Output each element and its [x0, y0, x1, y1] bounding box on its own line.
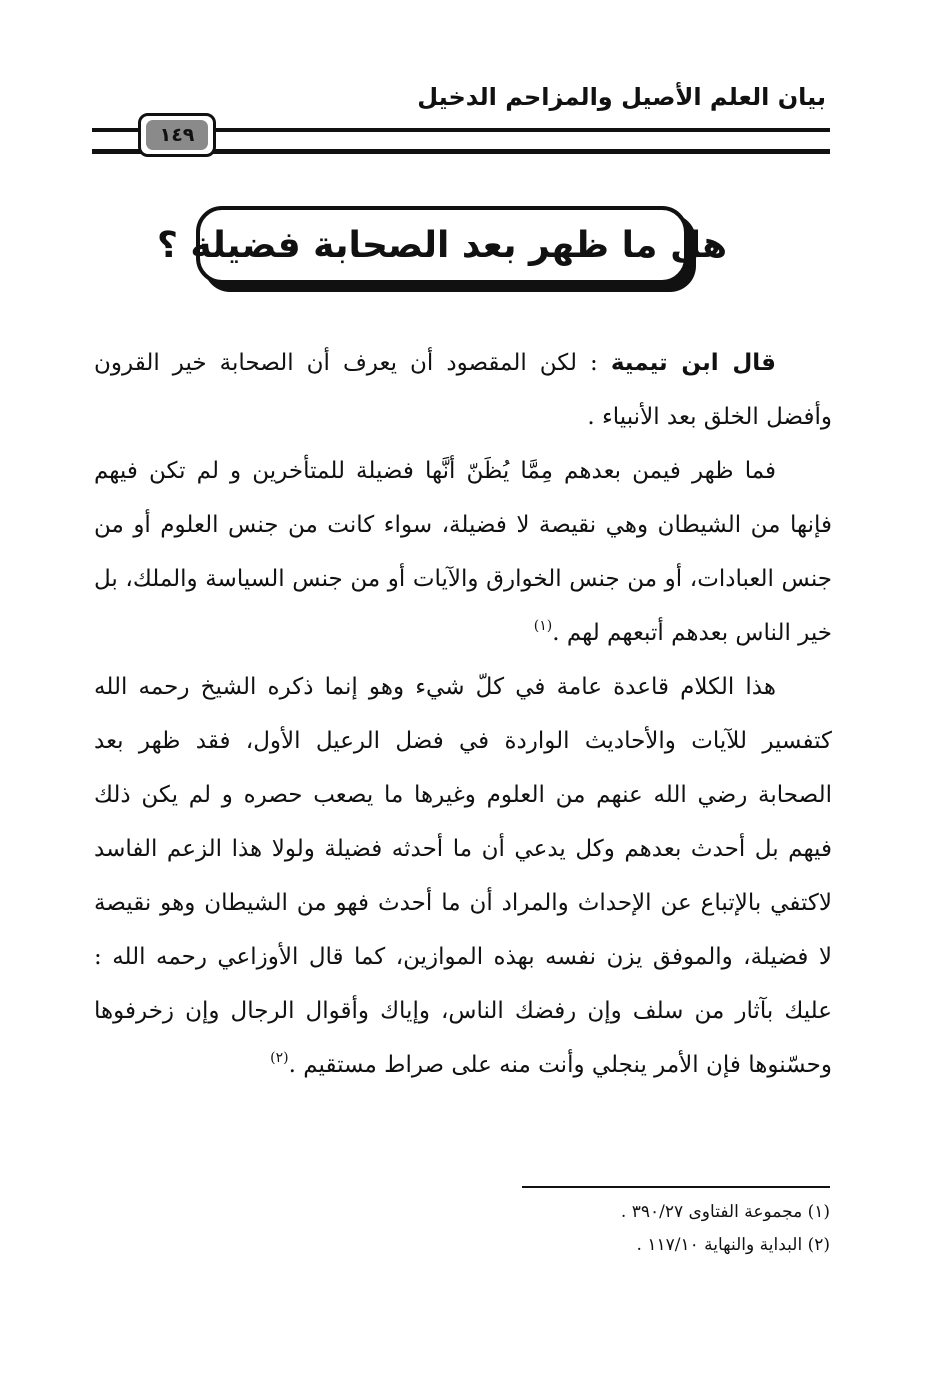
- chapter-title: هل ما ظهر بعد الصحابة فضيلة ؟: [156, 224, 728, 266]
- paragraph-3-text: هذا الكلام قاعدة عامة في كلّ شيء وهو إنما ذكره الشيخ رحمه الله كتفسير للآيات والأحاديث الواردة في فضل الرعيل الأول، فقد ظهر بعد الصحابة رضي الله عنهم من العلوم وغيرها ما يصعب حصره و لم يكن ذلك فيهم بل أحدث بعدهم وكل يدعي أن ما أحدثه فضيلة ولولا هذا الزعم الفاسد لاكتفي بالإتباع عن الإحداث والمراد أن ما أحدث فهو من الشيطان وهو نقيصة لا فضيلة، والموفق يزن نفسه بهذه الموازين، كما قال الأوزاعي رحمه الله : عليك بآثار من سلف وإن رفضك الناس، وإياك وأقوال الرجال وإن زخرفوها وحسّنوها فإن الأمر ينجلي وأنت منه على صراط مستقيم .: [94, 674, 832, 1078]
- running-header-title: بيان العلم الأصيل والمزاحم الدخيل: [417, 83, 826, 111]
- footnote-ref-1: (١): [533, 618, 553, 634]
- paragraph-1: [94, 336, 832, 444]
- footnote-separator: [522, 1186, 830, 1188]
- paragraph-1-text: : لكن المقصود أن يعرف أن الصحابة خير القرون وأفضل الخلق بعد الأنبياء .: [94, 350, 832, 430]
- quote-speaker: قال ابن تيمية: [610, 350, 776, 376]
- footnotes: [410, 1196, 830, 1262]
- footnote-2: (٢) البداية والنهاية ١١٧/١٠ .: [636, 1235, 830, 1255]
- footnote-1: (١) مجموعة الفتاوى ٣٩٠/٢٧ .: [620, 1202, 830, 1222]
- paragraph-2-text: فما ظهر فيمن بعدهم مِمَّا يُظَنّ أنَّها فضيلة للمتأخرين و لم تكن فيهم فإنها من الشيطان وهي نقيصة لا فضيلة، سواء كانت من جنس العلوم أو من جنس العبادات، أو من جنس الخوارق والآيات أو من جنس السياسة والملك، بل خير الناس بعدهم أتبعهم لهم .: [94, 458, 832, 646]
- footnote-ref-2: (٢): [270, 1050, 289, 1066]
- page-number: ١٤٩: [146, 120, 208, 150]
- page-number-badge: [138, 113, 216, 157]
- body-text: [94, 336, 832, 1092]
- paragraph-3: [94, 660, 832, 1092]
- paragraph-2: [94, 444, 832, 660]
- chapter-title-frame: [156, 206, 728, 284]
